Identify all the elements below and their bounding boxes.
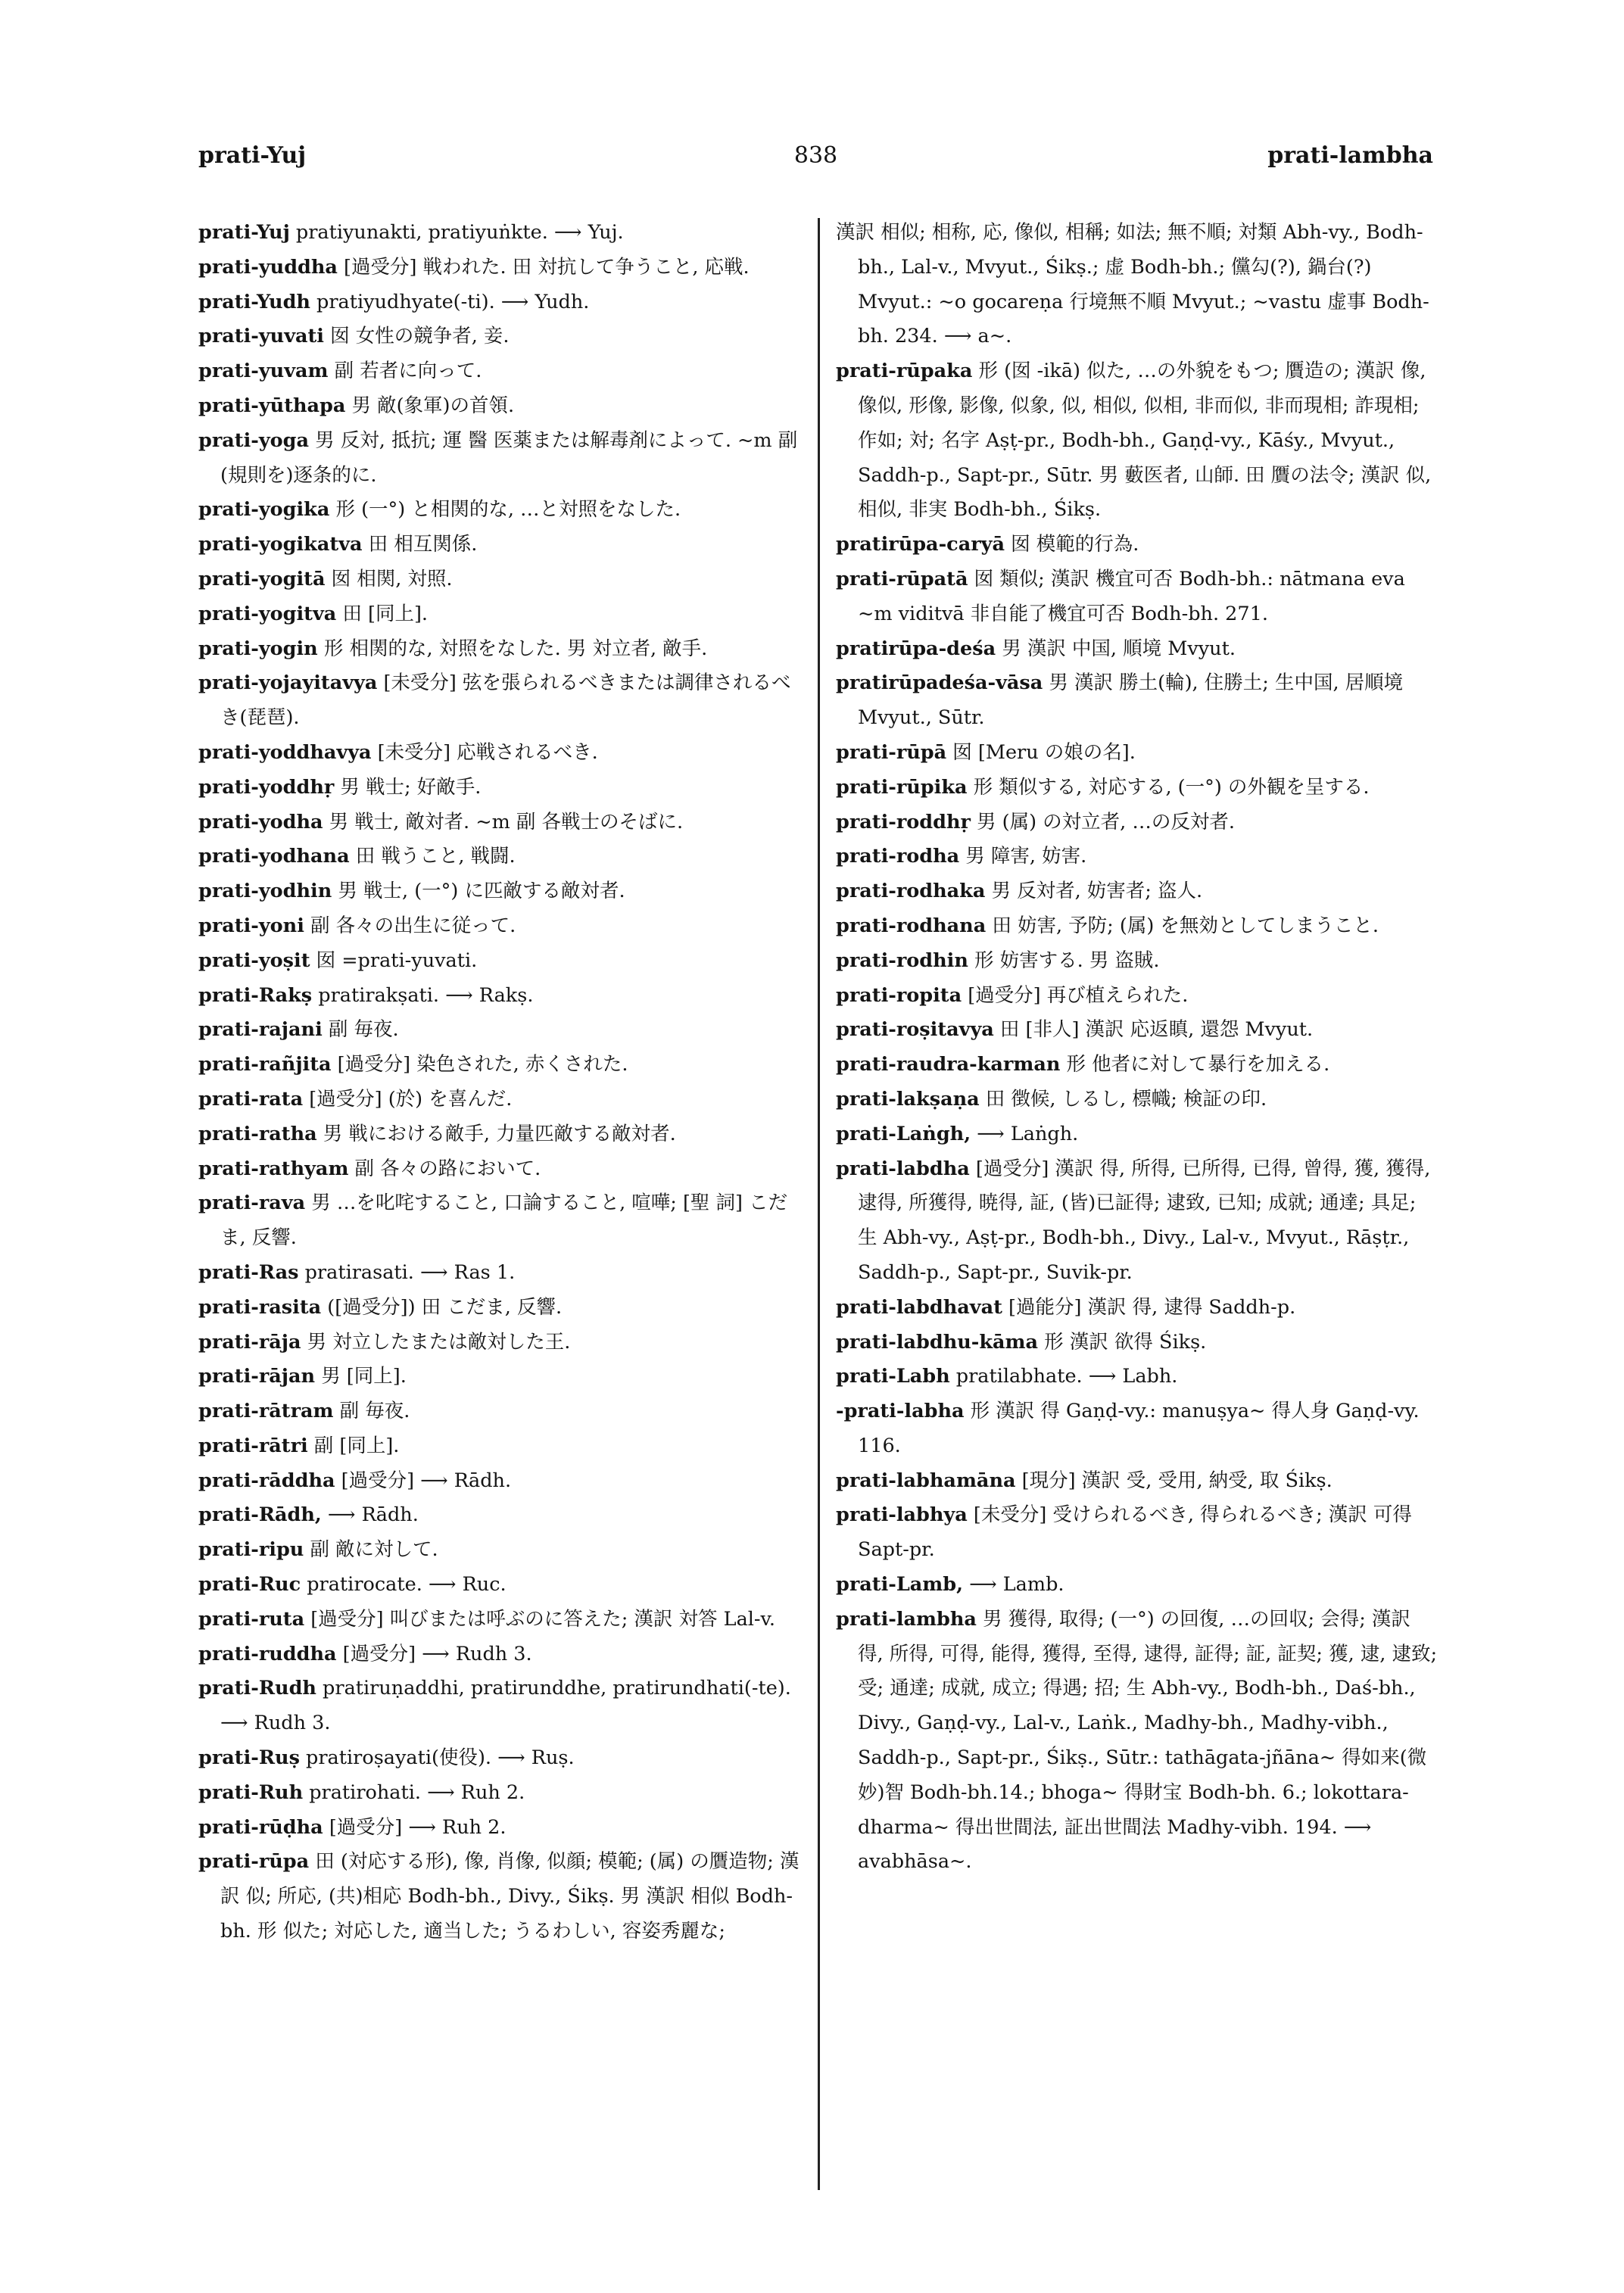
entry-headword: prati-rūpaka (836, 360, 973, 383)
entry-definition: 男 (属) の対立者, …の反対者. (970, 810, 1235, 833)
dictionary-entry (198, 1326, 800, 1360)
entry-headword: prati-rodhaka (836, 880, 986, 903)
entry-headword: prati-rūpa (198, 1850, 310, 1874)
dictionary-entry (836, 1152, 1438, 1291)
entry-definition: 形 漢訳 得 Gaṇḍ-vy.: manuṣya~ 得人身 Gaṇḍ-vy. 116. (858, 1400, 1420, 1457)
entry-headword: prati-Yudh (198, 290, 310, 313)
entry-headword: prati-rāddha (198, 1469, 335, 1492)
dictionary-entry (198, 909, 800, 944)
entry-definition: 男 漢訳 中国, 順境 Mvyut. (996, 637, 1236, 660)
entry-definition: 男 [同上]. (315, 1365, 407, 1388)
entry-headword: prati-yuddha (198, 255, 338, 279)
entry-headword: prati-labdhu-kāma (836, 1330, 1039, 1354)
entry-headword: prati-yodhana (198, 845, 350, 868)
dictionary-entry (198, 1048, 800, 1083)
entry-definition: 副 各々の出生に従って. (304, 914, 516, 937)
page-header (198, 142, 1433, 188)
entry-definition: 漢訳 相似; 相称, 応, 像似, 相稱; 如法; 無不順; 対類 Abh-vy., Bodh-bh., Lal-v., Mvyut., Śikṣ.; 虚 Bodh-bh.; 儻勾(?), 鍋台(?) Mvyut.: ~o gocareṇa 行境無不順 Mvyut.; ~vastu 虚事 Bodh-bh. 234. ⟶ a~. (836, 221, 1429, 348)
dictionary-entry (836, 1013, 1438, 1048)
entry-headword: pratirūpa-caryā (836, 533, 1005, 556)
entry-headword: prati-yūthapa (198, 394, 346, 417)
dictionary-entry (836, 1291, 1438, 1326)
dictionary-entry (836, 528, 1438, 562)
entry-definition: 男 障害, 妨害. (959, 845, 1087, 868)
dictionary-entry (198, 1291, 800, 1326)
entry-headword: prati-yoddhavya (198, 740, 372, 764)
entry-definition: [過受分] ⟶ Rudh 3. (336, 1642, 532, 1665)
dictionary-entry (836, 805, 1438, 840)
entry-definition: pratiyudhyate(-ti). ⟶ Yudh. (310, 290, 590, 313)
entry-headword: prati-rasita (198, 1295, 322, 1319)
entry-definition: 形 妨害する. 男 盗賊. (968, 949, 1160, 972)
entry-definition: 副 毎夜. (322, 1018, 399, 1042)
dictionary-entry (198, 562, 800, 597)
entry-headword: prati-yoga (198, 428, 310, 452)
dictionary-entry (198, 666, 800, 736)
entry-headword: prati-rājan (198, 1365, 316, 1388)
entry-headword: prati-yoddhṛ (198, 775, 335, 799)
dictionary-entry (198, 632, 800, 667)
entry-headword: prati-ropita (836, 983, 962, 1007)
dictionary-entry (198, 1013, 800, 1048)
entry-headword: prati-rūpā (836, 740, 947, 764)
entry-headword: prati-labdha (836, 1157, 970, 1180)
header-right-guideword: prati-lambha (1267, 142, 1433, 169)
entry-definition: 田 [非人] 漢訳 応返瞋, 還怨 Mvyut. (993, 1018, 1314, 1042)
entry-definition: 副 [同上]. (307, 1434, 400, 1457)
entry-headword: prati-yogitva (198, 602, 337, 625)
entry-headword: prati-yogika (198, 498, 330, 522)
entry-headword: -prati-labha (836, 1400, 965, 1423)
dictionary-entry (198, 874, 800, 909)
dictionary-entry (198, 736, 800, 771)
dictionary-entry (198, 1256, 800, 1291)
entry-headword: prati-ratha (198, 1122, 317, 1145)
entry-definition: [過受分] 叫びまたは呼ぶのに答えた; 漢訳 対答 Lal-v. (304, 1607, 776, 1631)
entry-definition: 男 戦士; 好敵手. (334, 775, 482, 799)
dictionary-entry (836, 354, 1438, 528)
entry-headword: prati-rātri (198, 1434, 308, 1457)
dictionary-entry (836, 840, 1438, 874)
entry-headword: prati-ruta (198, 1607, 305, 1631)
entry-definition: 田 [同上]. (336, 602, 429, 625)
entry-headword: prati-rañjita (198, 1053, 332, 1076)
dictionary-entry (198, 1498, 800, 1533)
dictionary-entry (198, 1186, 800, 1256)
dictionary-entry (836, 1326, 1438, 1360)
dictionary-entry (836, 1568, 1438, 1603)
entry-headword: prati-lambha (836, 1607, 977, 1631)
entry-headword: prati-labhamāna (836, 1469, 1016, 1492)
entry-definition: 男 獲得, 取得; (一°) の回復, …の回収; 会得; 漢訳 得, 所得, 可得, 能得, 獲得, 至得, 逮得, 証得; 証, 証契; 獲, 逮, 逮致; 受; 通達; 成就, 成立; 得遇; 招; 生 Abh-vy., Bodh-bh., Daś-bh., Divy., Gaṇḍ-vy., Lal-v., Laṅk., Madhy-bh., Madhy-vibh., Saddh-p., Sapt-pr., Śikṣ., Sūtr.: tathāgata-jñāna~ 得如来(微妙)智 Bodh-bh.14.; bhoga~ 得財宝 Bodh-bh. 6.; lokottara-dharma~ 得出世間法, 証出世間法 Madhy-vibh. 194. ⟶ avabhāsa~. (858, 1607, 1438, 1874)
dictionary-entry (198, 1394, 800, 1429)
entry-definition: [過受分] 漢訳 得, 所得, 已所得, 已得, 曾得, 獲, 獲得, 逮得, 所獲得, 暁得, 証, (皆)已証得; 逮致, 已知; 成就; 通達; 具足; 生 Abh-vy., Aṣṭ-pr., Bodh-bh., Divy., Lal-v., Mvyut., Rāṣṭr., Saddh-p., Sapt-pr., Suvik-pr. (858, 1157, 1431, 1284)
entry-headword: prati-rātram (198, 1400, 334, 1423)
entry-definition: [現分] 漢訳 受, 受用, 納受, 取 Śikṣ. (1015, 1469, 1333, 1492)
entry-headword: prati-labdhavat (836, 1295, 1002, 1319)
entry-definition: 形 漢訳 欲得 Śikṣ. (1038, 1330, 1207, 1354)
entry-headword: prati-yuvam (198, 360, 329, 383)
entry-definition: 形 類似する, 対応する, (一°) の外観を呈する. (967, 775, 1370, 799)
entry-headword: prati-rajani (198, 1018, 323, 1042)
entry-headword: prati-rava (198, 1192, 306, 1215)
dictionary-entry (198, 1360, 800, 1394)
entry-headword: prati-rūḍha (198, 1815, 323, 1839)
dictionary-entry (198, 493, 800, 528)
dictionary-entry (836, 1394, 1438, 1464)
dictionary-entry (836, 632, 1438, 667)
entry-headword: prati-rāja (198, 1330, 301, 1354)
dictionary-entry (836, 216, 1438, 354)
entry-headword: prati-yojayitavya (198, 671, 378, 695)
dictionary-entry (198, 1637, 800, 1672)
entry-definition: 男 敵(象軍)の首領. (345, 394, 515, 417)
entry-definition: 田 相互関係. (362, 533, 478, 556)
entry-headword: prati-rodha (836, 845, 960, 868)
dictionary-entry (836, 1464, 1438, 1499)
entry-headword: prati-rodhana (836, 914, 987, 937)
entry-definition: 男 戦士, 敵対者. ~m 副 各戦士のそばに. (323, 810, 684, 833)
right-column (836, 216, 1438, 1880)
dictionary-entry (198, 354, 800, 389)
dictionary-entry (198, 979, 800, 1014)
entry-definition: [過受分] ⟶ Rādh. (335, 1469, 512, 1492)
entry-headword: prati-Rudh (198, 1677, 316, 1700)
entry-definition: pratirakṣati. ⟶ Rakṣ. (312, 983, 534, 1007)
entry-headword: prati-Ruc (198, 1573, 301, 1597)
entry-definition: 男 漢訳 勝土(輪), 住勝土; 生中国, 居順境 Mvyut., Sūtr. (858, 671, 1404, 730)
dictionary-entry (198, 771, 800, 805)
dictionary-entry (198, 251, 800, 285)
entry-definition: 副 各々の路において. (348, 1157, 541, 1180)
dictionary-entry (198, 1429, 800, 1464)
dictionary-entry (198, 319, 800, 354)
entry-headword: prati-Ruṣ (198, 1746, 300, 1770)
entry-headword: prati-Ruh (198, 1781, 304, 1804)
dictionary-entry (198, 1152, 800, 1187)
dictionary-entry (198, 1776, 800, 1811)
entry-definition: pratiyunakti, pratiyuṅkte. ⟶ Yuj. (289, 221, 624, 244)
dictionary-entry (836, 1360, 1438, 1394)
dictionary-entry (836, 909, 1438, 944)
entry-definition: [未受分] 応戦されるべき. (371, 740, 598, 764)
dictionary-entry (198, 528, 800, 562)
entry-definition: 形 他者に対して暴行を加える. (1060, 1053, 1330, 1076)
entry-definition: ⟶ Lamb. (962, 1573, 1064, 1597)
dictionary-entry (836, 736, 1438, 771)
entry-definition: 囡 [Meru の娘の名]. (946, 740, 1136, 764)
entry-headword: prati-lakṣaṇa (836, 1087, 980, 1111)
entry-headword: prati-roddhṛ (836, 810, 971, 833)
column-divider (818, 218, 820, 2190)
entry-definition: [過受分] (於) を喜んだ. (303, 1087, 513, 1111)
entry-headword: prati-Labh (836, 1365, 950, 1388)
entry-headword: prati-Lamb, (836, 1573, 963, 1597)
entry-definition: ⟶ Laṅgh. (971, 1122, 1079, 1145)
dictionary-entry (836, 562, 1438, 632)
entry-headword: prati-rūpika (836, 775, 968, 799)
entry-headword: prati-labhya (836, 1503, 968, 1527)
entry-definition: pratilabhate. ⟶ Labh. (949, 1365, 1178, 1388)
dictionary-entry (198, 285, 800, 320)
entry-headword: prati-Ras (198, 1260, 299, 1284)
entry-definition: ⟶ Rādh. (321, 1503, 419, 1527)
entry-headword: prati-raudra-karman (836, 1053, 1061, 1076)
entry-definition: 男 …を叱咤すること, 口論すること, 喧嘩; [聖 詞] こだま, 反響. (220, 1192, 788, 1250)
entry-definition: [過受分] 再び植えられた. (962, 983, 1189, 1007)
entry-definition: 囡 女性の競争者, 妾. (324, 325, 510, 348)
dictionary-entry (198, 1603, 800, 1637)
entry-definition: 囡 =prati-yuvati. (310, 949, 478, 972)
entry-headword: prati-yoṣit (198, 949, 310, 972)
entry-definition: 囡 模範的行為. (1005, 533, 1139, 556)
left-column (198, 216, 800, 1949)
entry-headword: prati-rathyam (198, 1157, 349, 1180)
entry-headword: pratirūpadeśa-vāsa (836, 671, 1043, 695)
entry-definition: pratirasati. ⟶ Ras 1. (298, 1260, 516, 1284)
dictionary-entry (198, 597, 800, 632)
entry-definition: 囡 相関, 対照. (325, 567, 453, 590)
entry-definition: [未受分] 弦を張られるべきまたは調律されるべき(琵琶). (220, 671, 791, 730)
dictionary-entry (198, 216, 800, 251)
dictionary-entry (836, 1603, 1438, 1880)
entry-definition: 男 戦士, (一°) に匹敵する敵対者. (332, 880, 625, 903)
entry-definition: 囡 類似; 漢訳 機宜可否 Bodh-bh.: nātmana eva ~m viditvā 非自能了機宜可否 Bodh-bh. 271. (858, 567, 1405, 625)
page-number: 838 (793, 142, 838, 169)
dictionary-entry (836, 944, 1438, 979)
dictionary-entry (198, 944, 800, 979)
dictionary-entry (836, 666, 1438, 736)
entry-headword: pratirūpa-deśa (836, 637, 996, 660)
entry-headword: prati-rodhin (836, 949, 968, 972)
entry-headword: prati-Rakṣ (198, 983, 313, 1007)
entry-headword: prati-rūpatā (836, 567, 968, 590)
entry-headword: prati-rata (198, 1087, 304, 1111)
dictionary-entry (836, 1048, 1438, 1083)
dictionary-entry (198, 805, 800, 840)
entry-definition: pratirohati. ⟶ Ruh 2. (303, 1781, 525, 1804)
dictionary-entry (836, 771, 1438, 805)
dictionary-entry (198, 1083, 800, 1117)
entry-definition: [未受分] 受けられるべき, 得られるべき; 漢訳 可得 Sapt-pr. (858, 1503, 1412, 1562)
entry-definition: [過受分] ⟶ Ruh 2. (323, 1815, 507, 1839)
dictionary-entry (836, 979, 1438, 1014)
entry-definition: 男 反対, 抵抗; 運 醫 医薬または解毒剤によって. ~m 副 (規則を)逐条的に. (220, 428, 798, 487)
entry-definition: pratirocate. ⟶ Ruc. (301, 1573, 507, 1597)
entry-headword: prati-yoni (198, 914, 304, 937)
dictionary-entry (198, 424, 800, 494)
dictionary-entry (836, 1083, 1438, 1117)
dictionary-entry (836, 1117, 1438, 1152)
dictionary-entry (198, 1671, 800, 1741)
entry-headword: prati-yodha (198, 810, 323, 833)
entry-definition: 副 若者に向って. (328, 360, 482, 383)
entry-definition: 形 (囡 -ikā) 似た, …の外貌をもつ; 贋造の; 漢訳 像, 像似, 形像, 影像, 似象, 似, 相似, 似相, 非而似, 非而現相; 詐現相; 作如; 対; 名字 Aṣṭ-pr., Bodh-bh., Gaṇḍ-vy., Kāśy., Mvyut., Saddh-p., Sapt-pr., Sūtr. 男 藪医者, 山師. 田 贋の法令; 漢訳 似, 相似, 非実 Bodh-bh., Śikṣ. (858, 360, 1432, 522)
entry-headword: prati-ripu (198, 1538, 304, 1562)
entry-definition: 形 (一°) と相関的な, …と対照をなした. (329, 498, 681, 522)
entry-headword: prati-roṣitavya (836, 1018, 994, 1042)
entry-definition: 田 戦うこと, 戦闘. (349, 845, 516, 868)
entry-definition: pratiruṇaddhi, pratirunddhe, pratirundhati(-te). ⟶ Rudh 3. (220, 1677, 791, 1735)
entry-definition: 田 (対応する形), 像, 肖像, 似顔; 模範; (属) の贋造物; 漢訳 似; 所応, (共)相応 Bodh-bh., Divy., Śikṣ. 男 漢訳 相似 Bodh-bh. 形 似た; 対応した, 適当した; うるわしい, 容姿秀麗な; (220, 1850, 800, 1943)
dictionary-entry (836, 874, 1438, 909)
dictionary-entry (836, 1498, 1438, 1568)
dictionary-entry (198, 1533, 800, 1568)
dictionary-entry (198, 840, 800, 874)
dictionary-entry (198, 1811, 800, 1846)
entry-definition: ([過受分]) 田 こだま, 反響. (321, 1295, 563, 1319)
entry-definition: 男 戦における敵手, 力量匹敵する敵対者. (316, 1122, 676, 1145)
dictionary-entry (198, 1568, 800, 1603)
dictionary-entry (198, 1464, 800, 1499)
entry-definition: [過受分] 戦われた. 田 対抗して争うこと, 応戦. (337, 255, 750, 279)
entry-headword: prati-yodhin (198, 880, 332, 903)
entry-headword: prati-yuvati (198, 325, 324, 348)
entry-headword: prati-yogitā (198, 567, 326, 590)
dictionary-entry (198, 1117, 800, 1152)
dictionary-entry (198, 389, 800, 424)
entry-definition: pratiroṣayati(使役). ⟶ Ruṣ. (299, 1746, 575, 1770)
header-left-guideword: prati-Yuj (198, 142, 307, 169)
entry-headword: prati-yogikatva (198, 533, 363, 556)
entry-headword: prati-Rādh, (198, 1503, 322, 1527)
entry-definition: [過受分] 染色された, 赤くされた. (331, 1053, 628, 1076)
entry-definition: 副 敵に対して. (304, 1538, 438, 1562)
entry-definition: 田 妨害, 予防; (属) を無効としてしまうこと. (986, 914, 1379, 937)
entry-definition: 副 毎夜. (333, 1400, 410, 1423)
entry-definition: 男 対立したまたは敵対した王. (301, 1330, 571, 1354)
entry-headword: prati-Laṅgh, (836, 1122, 971, 1145)
entry-definition: [過能分] 漢訳 得, 逮得 Saddh-p. (1002, 1295, 1296, 1319)
entry-headword: prati-Yuj (198, 221, 290, 244)
entry-definition: 形 相関的な, 対照をなした. 男 対立者, 敵手. (317, 637, 708, 660)
entry-headword: prati-ruddha (198, 1642, 337, 1665)
dictionary-entry (198, 1845, 800, 1949)
entry-definition: 男 反対者, 妨害者; 盗人. (985, 880, 1203, 903)
entry-headword: prati-yogin (198, 637, 318, 660)
dictionary-entry (198, 1741, 800, 1776)
entry-definition: 田 徴候, しるし, 標幟; 検証の印. (979, 1087, 1267, 1111)
